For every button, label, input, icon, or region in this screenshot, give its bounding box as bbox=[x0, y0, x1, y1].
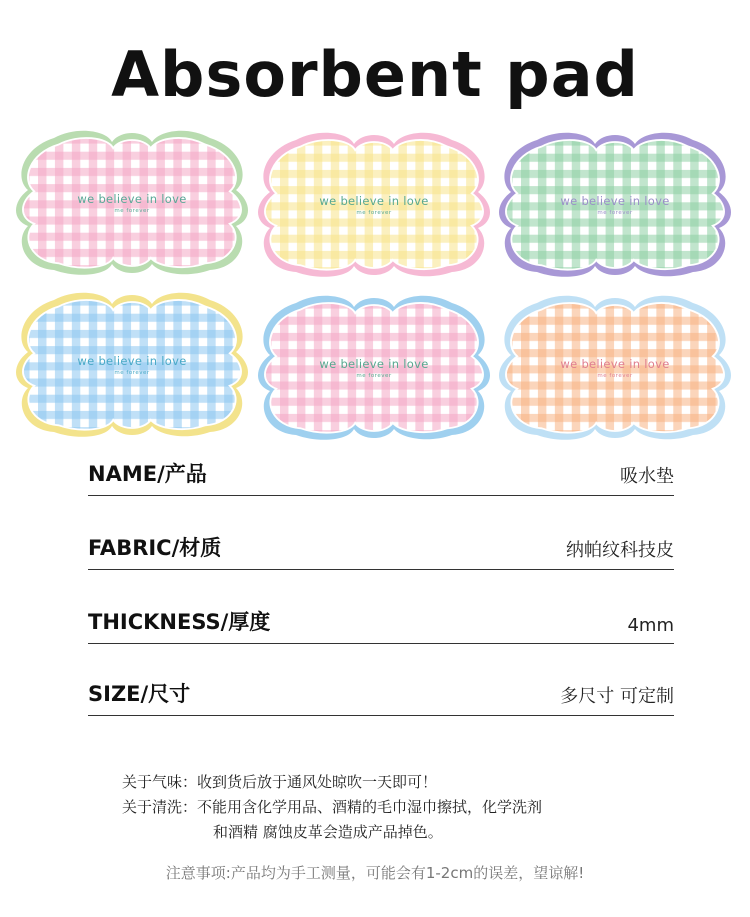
pad-subtext: me forever bbox=[356, 210, 392, 216]
caution-note: 注意事项:产品均为手工测量，可能会有1-2cm的误差，望谅解! bbox=[165, 864, 585, 882]
pad-subtext: me forever bbox=[114, 370, 150, 376]
spec-label: SIZE/尺寸 bbox=[88, 682, 191, 706]
divider bbox=[88, 643, 674, 645]
pad-gallery bbox=[0, 0, 750, 450]
spec-row-fabric bbox=[88, 510, 674, 570]
divider bbox=[88, 569, 674, 571]
pad-blue-orange bbox=[497, 293, 733, 443]
page-title: Absorbent pad bbox=[111, 38, 639, 111]
pad-slogan: we believe in love bbox=[319, 194, 429, 208]
pad-slogan: we believe in love bbox=[319, 357, 429, 371]
divider bbox=[88, 495, 674, 497]
pad-subtext: me forever bbox=[356, 373, 392, 379]
pad-green-pink bbox=[14, 128, 250, 278]
spec-value: 多尺寸 可定制 bbox=[560, 686, 674, 707]
note-cleaning-line1: 关于清洗：不能用含化学用品、酒精的毛巾湿巾擦拭，化学洗剂 bbox=[122, 798, 543, 816]
spec-value: 4mm bbox=[627, 615, 674, 636]
pad-slogan: we believe in love bbox=[560, 194, 670, 208]
spec-value: 吸水垫 bbox=[620, 466, 674, 487]
pad-purple-green bbox=[497, 130, 733, 280]
spec-label: THICKNESS/厚度 bbox=[88, 610, 271, 634]
note-smell: 关于气味：收到货后放于通风处晾吹一天即可！ bbox=[122, 773, 438, 791]
spec-row-size bbox=[88, 656, 674, 716]
spec-label: FABRIC/材质 bbox=[88, 536, 222, 560]
spec-row-thickness bbox=[88, 584, 674, 644]
pad-slogan: we believe in love bbox=[77, 354, 187, 368]
pad-blue-pink bbox=[256, 293, 492, 443]
spec-row-name bbox=[88, 436, 674, 496]
note-cleaning-line2: 和酒精 腐蚀皮革会造成产品掉色。 bbox=[213, 823, 443, 841]
pad-pink-yellow bbox=[256, 130, 492, 280]
pad-subtext: me forever bbox=[597, 373, 633, 379]
pad-yellow-blue bbox=[14, 290, 250, 440]
pad-subtext: me forever bbox=[114, 208, 150, 214]
pad-subtext: me forever bbox=[597, 210, 633, 216]
spec-value: 纳帕纹科技皮 bbox=[566, 540, 674, 561]
spec-label: NAME/产品 bbox=[88, 462, 207, 486]
pad-slogan: we believe in love bbox=[560, 357, 670, 371]
divider bbox=[88, 715, 674, 717]
pad-slogan: we believe in love bbox=[77, 192, 187, 206]
